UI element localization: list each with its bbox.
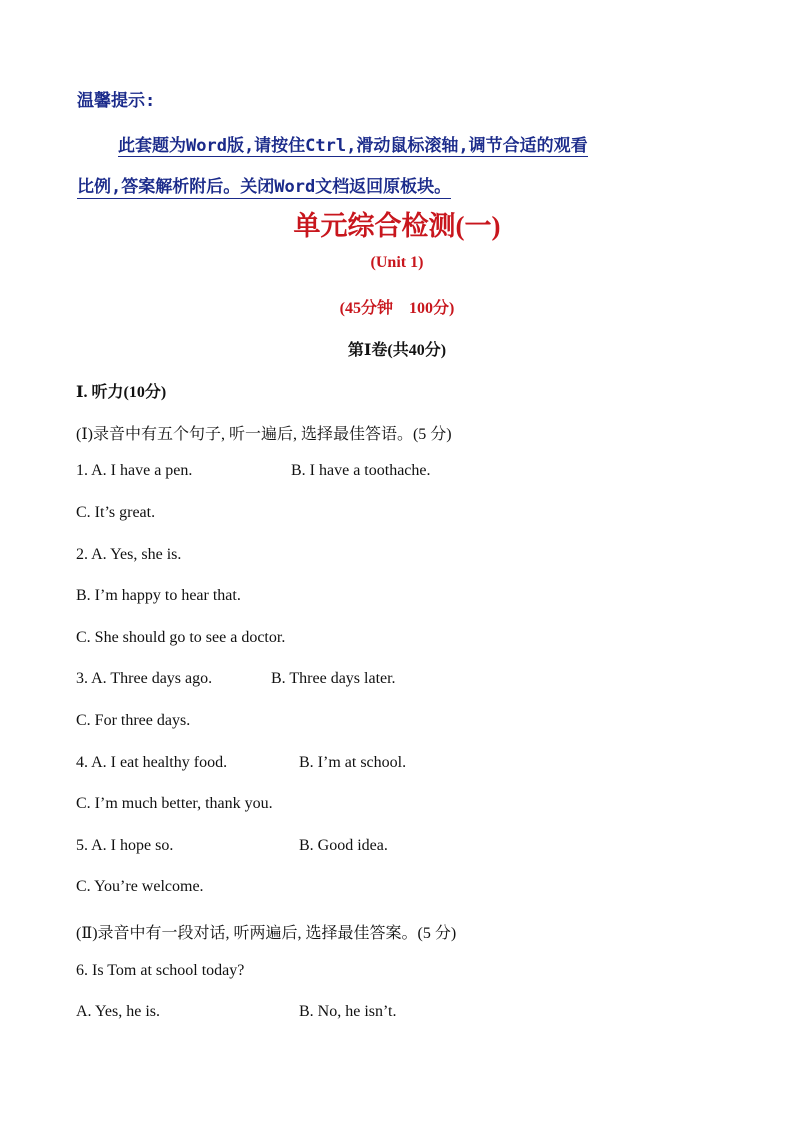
question-4-option-c: C. I’m much better, thank you. bbox=[76, 795, 273, 812]
question-2-option-a: 2. A. Yes, she is. bbox=[76, 546, 182, 563]
question-3-option-a: 3. A. Three days ago. bbox=[76, 670, 213, 687]
question-5-option-b: B. Good idea. bbox=[299, 837, 388, 854]
part-1-sub-2: (Ⅱ)录音中有一段对话, 听两遍后, 选择最佳答案。(5 分) bbox=[76, 925, 457, 942]
time-score-label: (45分钟 100分) bbox=[339, 300, 455, 317]
question-3-option-c: C. For three days. bbox=[76, 712, 191, 729]
tip-line-1 bbox=[77, 126, 737, 167]
question-5-option-a: 5. A. I hope so. bbox=[76, 837, 174, 854]
tip-body bbox=[77, 126, 737, 208]
tip-title: 温馨提示: bbox=[77, 91, 156, 111]
question-2-option-b: B. I’m happy to hear that. bbox=[76, 587, 241, 604]
question-1-option-a: 1. A. I have a pen. bbox=[76, 462, 193, 479]
question-4-option-b: B. I’m at school. bbox=[299, 754, 407, 771]
page-title: 单元综合检测(一) bbox=[293, 211, 501, 241]
unit-label: (Unit 1) bbox=[370, 254, 424, 271]
question-3-option-b: B. Three days later. bbox=[271, 670, 396, 687]
tip-line-2: 比例,答案解析附后。关闭Word文档返回原板块。 bbox=[77, 177, 452, 197]
question-6-stem: 6. Is Tom at school today? bbox=[76, 962, 245, 979]
question-5-option-c: C. You’re welcome. bbox=[76, 878, 204, 895]
question-6-option-a: A. Yes, he is. bbox=[76, 1003, 161, 1020]
question-4-option-a: 4. A. I eat healthy food. bbox=[76, 754, 228, 771]
question-6-option-b: B. No, he isn’t. bbox=[299, 1003, 397, 1020]
volume-heading: 第Ⅰ卷(共40分) bbox=[347, 342, 447, 359]
question-2-option-c: C. She should go to see a doctor. bbox=[76, 629, 286, 646]
part-1-heading: Ⅰ. 听力(10分) bbox=[76, 384, 167, 401]
question-1-option-b: B. I have a toothache. bbox=[291, 462, 431, 479]
part-1-sub-1: (Ⅰ)录音中有五个句子, 听一遍后, 选择最佳答语。(5 分) bbox=[76, 426, 452, 443]
tip-line-1-text: 此套题为Word版,请按住Ctrl,滑动鼠标滚轴,调节合适的观看 bbox=[118, 136, 588, 156]
question-1-option-c: C. It’s great. bbox=[76, 504, 156, 521]
